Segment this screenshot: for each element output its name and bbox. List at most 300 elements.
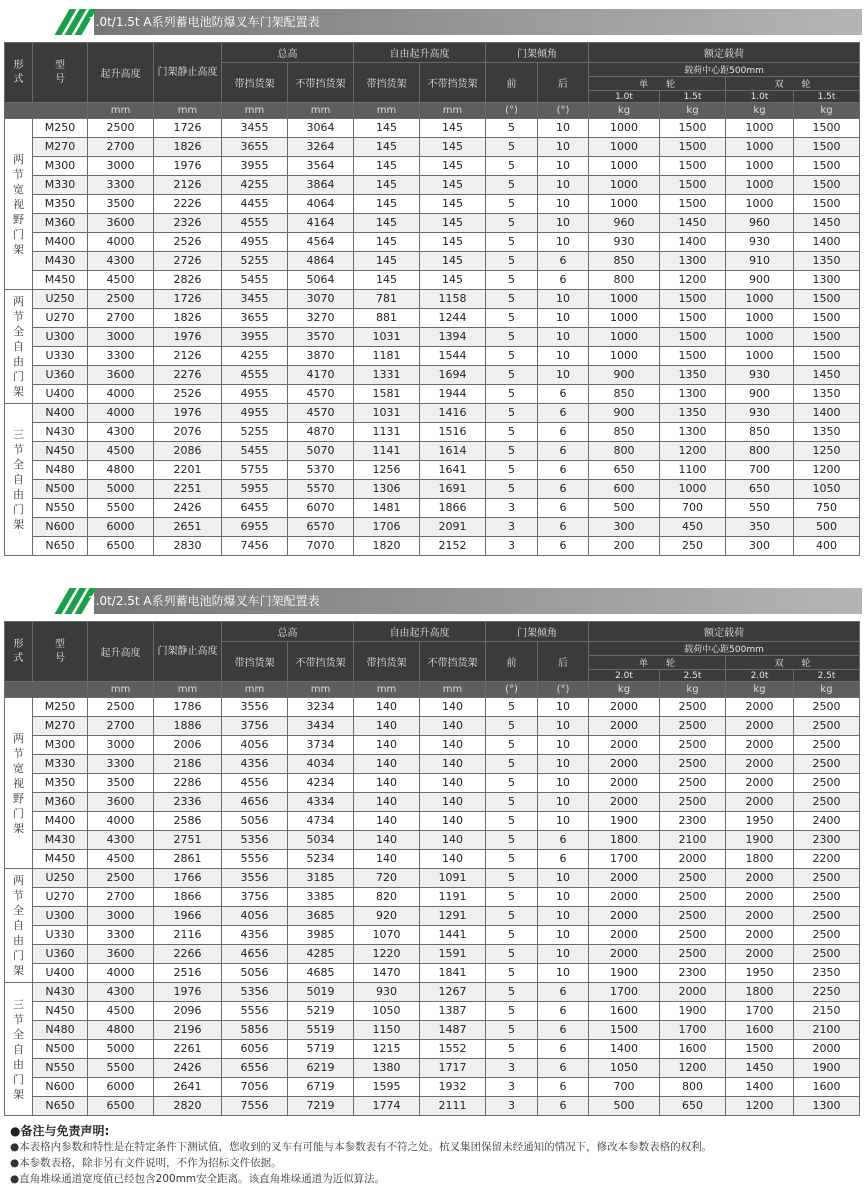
unit-deg: (°) bbox=[486, 103, 538, 119]
table-cell: 3955 bbox=[222, 328, 288, 347]
table-cell: 2000 bbox=[726, 793, 794, 812]
table-cell: 1000 bbox=[589, 347, 660, 366]
table-row bbox=[5, 347, 860, 366]
table-cell: 1900 bbox=[726, 831, 794, 850]
table-cell: 1300 bbox=[794, 1097, 860, 1116]
table-cell: 1691 bbox=[420, 480, 486, 499]
table-cell: 6500 bbox=[88, 537, 154, 556]
unit-mm: mm bbox=[288, 682, 354, 698]
table-row bbox=[5, 793, 860, 812]
table-cell: N430 bbox=[33, 983, 88, 1002]
table-cell: 4000 bbox=[88, 964, 154, 983]
table-cell: 800 bbox=[589, 271, 660, 290]
header-double-wheel: 双 轮 bbox=[726, 77, 860, 91]
table-cell: 1200 bbox=[660, 1059, 726, 1078]
table-cell: 2000 bbox=[726, 869, 794, 888]
table-cell: 4955 bbox=[222, 233, 288, 252]
table-cell: 6 bbox=[538, 537, 589, 556]
table-cell: 1100 bbox=[660, 461, 726, 480]
header-free-lift: 自由起升高度 bbox=[354, 622, 486, 642]
table-cell: 2000 bbox=[726, 774, 794, 793]
header-lift-height: 起升高度 bbox=[88, 43, 154, 103]
table-cell: 1500 bbox=[794, 176, 860, 195]
table-cell: 920 bbox=[354, 907, 420, 926]
table-cell: 10 bbox=[538, 964, 589, 983]
table-cell: N600 bbox=[33, 1078, 88, 1097]
table-cell: 2830 bbox=[154, 537, 222, 556]
table-cell: 781 bbox=[354, 290, 420, 309]
table-cell: 4556 bbox=[222, 774, 288, 793]
table-cell: M330 bbox=[33, 176, 88, 195]
table-cell: 5500 bbox=[88, 499, 154, 518]
table-cell: 2091 bbox=[420, 518, 486, 537]
stripe-decoration bbox=[4, 9, 94, 35]
table-cell: 2500 bbox=[660, 736, 726, 755]
table-cell: 2300 bbox=[794, 831, 860, 850]
unit-kg: kg bbox=[794, 103, 860, 119]
table-cell: 250 bbox=[660, 537, 726, 556]
table-cell: 2000 bbox=[589, 774, 660, 793]
table-cell: 4564 bbox=[288, 233, 354, 252]
table-cell: 1000 bbox=[726, 119, 794, 138]
table-row bbox=[5, 423, 860, 442]
table-cell: 1614 bbox=[420, 442, 486, 461]
table-cell: 2500 bbox=[794, 793, 860, 812]
table-cell: 10 bbox=[538, 945, 589, 964]
table-cell: M330 bbox=[33, 755, 88, 774]
table-cell: 1800 bbox=[726, 983, 794, 1002]
table-cell: 2526 bbox=[154, 233, 222, 252]
table-cell: 2150 bbox=[794, 1002, 860, 1021]
header-tilt: 门架倾角 bbox=[486, 622, 589, 642]
table-cell: 1200 bbox=[794, 461, 860, 480]
table-cell: 1976 bbox=[154, 983, 222, 1002]
header-capacity: 2.0t bbox=[589, 670, 660, 682]
table-cell: 5 bbox=[486, 347, 538, 366]
table-cell: 1158 bbox=[420, 290, 486, 309]
table-cell: 10 bbox=[538, 907, 589, 926]
table-cell: 10 bbox=[538, 195, 589, 214]
table-cell: 140 bbox=[420, 717, 486, 736]
table-cell: 2700 bbox=[88, 888, 154, 907]
table-cell: 4555 bbox=[222, 214, 288, 233]
table-cell: 1774 bbox=[354, 1097, 420, 1116]
table-cell: 6 bbox=[538, 1040, 589, 1059]
table-cell: 1200 bbox=[660, 442, 726, 461]
table-cell: N450 bbox=[33, 442, 88, 461]
table-cell: 6 bbox=[538, 442, 589, 461]
table-cell: 5 bbox=[486, 328, 538, 347]
table-cell: 4064 bbox=[288, 195, 354, 214]
table-cell: 1150 bbox=[354, 1021, 420, 1040]
table-cell: 3500 bbox=[88, 774, 154, 793]
table-cell: 5 bbox=[486, 793, 538, 812]
table-cell: U360 bbox=[33, 366, 88, 385]
table-cell: 145 bbox=[354, 252, 420, 271]
table-cell: 2700 bbox=[88, 138, 154, 157]
table-cell: 2000 bbox=[660, 850, 726, 869]
table-cell: M400 bbox=[33, 233, 88, 252]
table-cell: U330 bbox=[33, 926, 88, 945]
table-cell: 2651 bbox=[154, 518, 222, 537]
table-cell: 5500 bbox=[88, 1059, 154, 1078]
header-model: 型号 bbox=[33, 43, 88, 103]
table-row bbox=[5, 850, 860, 869]
table-cell: 1500 bbox=[660, 176, 726, 195]
table-cell: 140 bbox=[354, 698, 420, 717]
table-cell: 10 bbox=[538, 812, 589, 831]
table-cell: 10 bbox=[538, 366, 589, 385]
table-cell: 2726 bbox=[154, 252, 222, 271]
header-without-backrest: 不带挡货架 bbox=[288, 642, 354, 682]
header-tilt: 门架倾角 bbox=[486, 43, 589, 63]
disclaimer-notes bbox=[10, 1123, 860, 1187]
table-cell: 4034 bbox=[288, 755, 354, 774]
table-cell: 1000 bbox=[589, 195, 660, 214]
table-cell: 3064 bbox=[288, 119, 354, 138]
table-cell: 2000 bbox=[589, 755, 660, 774]
table-cell: 2261 bbox=[154, 1040, 222, 1059]
table-cell: 140 bbox=[420, 812, 486, 831]
table-cell: 850 bbox=[589, 385, 660, 404]
table-cell: 3300 bbox=[88, 347, 154, 366]
table-cell: 2000 bbox=[589, 888, 660, 907]
table-cell: 3600 bbox=[88, 214, 154, 233]
table-cell: 145 bbox=[354, 214, 420, 233]
table-cell: 1400 bbox=[589, 1040, 660, 1059]
table-cell: 5570 bbox=[288, 480, 354, 499]
table-cell: 3500 bbox=[88, 195, 154, 214]
table-cell: 6056 bbox=[222, 1040, 288, 1059]
table-cell: 3000 bbox=[88, 736, 154, 755]
table-cell: 4570 bbox=[288, 385, 354, 404]
table-cell: 1256 bbox=[354, 461, 420, 480]
table-cell: 3070 bbox=[288, 290, 354, 309]
table-cell: 3655 bbox=[222, 138, 288, 157]
table-cell: 7456 bbox=[222, 537, 288, 556]
table-cell: 2500 bbox=[88, 869, 154, 888]
table-cell: 3756 bbox=[222, 717, 288, 736]
table-cell: 650 bbox=[589, 461, 660, 480]
table-cell: 4300 bbox=[88, 252, 154, 271]
table-cell: 5 bbox=[486, 717, 538, 736]
table-row bbox=[5, 404, 860, 423]
table-cell: 2096 bbox=[154, 1002, 222, 1021]
table-cell: 1000 bbox=[726, 309, 794, 328]
table-cell: 10 bbox=[538, 926, 589, 945]
header-front: 前 bbox=[486, 63, 538, 103]
table-cell: 1500 bbox=[660, 328, 726, 347]
header-lift-height: 起升高度 bbox=[88, 622, 154, 682]
table-cell: 6 bbox=[538, 499, 589, 518]
table-cell: 140 bbox=[420, 698, 486, 717]
table-cell: 6 bbox=[538, 831, 589, 850]
table-row bbox=[5, 119, 860, 138]
table-cell: 2111 bbox=[420, 1097, 486, 1116]
table-cell: 1350 bbox=[794, 423, 860, 442]
table-cell: 1350 bbox=[660, 404, 726, 423]
table-cell: 930 bbox=[726, 404, 794, 423]
table-cell: U270 bbox=[33, 888, 88, 907]
table-cell: 2300 bbox=[660, 812, 726, 831]
table-cell: 550 bbox=[726, 499, 794, 518]
table-cell: 2000 bbox=[589, 736, 660, 755]
notes-heading: ●备注与免责声明: bbox=[10, 1124, 110, 1138]
table-row bbox=[5, 1059, 860, 1078]
table-cell: 5 bbox=[486, 366, 538, 385]
table-cell: N500 bbox=[33, 1040, 88, 1059]
table-row bbox=[5, 328, 860, 347]
table-cell: 145 bbox=[420, 195, 486, 214]
table-cell: 10 bbox=[538, 888, 589, 907]
table-cell: 5 bbox=[486, 812, 538, 831]
header-front: 前 bbox=[486, 642, 538, 682]
stripe-decoration bbox=[4, 588, 94, 614]
unit-mm: mm bbox=[88, 103, 154, 119]
table-cell: 3564 bbox=[288, 157, 354, 176]
table-cell: 1000 bbox=[726, 138, 794, 157]
table-cell: 5 bbox=[486, 774, 538, 793]
table-cell: 5356 bbox=[222, 831, 288, 850]
table-cell: 4285 bbox=[288, 945, 354, 964]
table-row bbox=[5, 176, 860, 195]
table-row bbox=[5, 964, 860, 983]
table-cell: 2586 bbox=[154, 812, 222, 831]
table-cell: 4300 bbox=[88, 831, 154, 850]
table-cell: 1591 bbox=[420, 945, 486, 964]
table-cell: 1826 bbox=[154, 309, 222, 328]
table-cell: 6719 bbox=[288, 1078, 354, 1097]
table-cell: 2186 bbox=[154, 755, 222, 774]
header-without-backrest: 不带挡货架 bbox=[420, 642, 486, 682]
table-cell: U400 bbox=[33, 964, 88, 983]
table-cell: 3300 bbox=[88, 755, 154, 774]
table-cell: 1450 bbox=[794, 366, 860, 385]
table-cell: N550 bbox=[33, 1059, 88, 1078]
table-cell: 5 bbox=[486, 233, 538, 252]
table-cell: 2350 bbox=[794, 964, 860, 983]
table-cell: 1500 bbox=[794, 309, 860, 328]
table-cell: 1641 bbox=[420, 461, 486, 480]
unit-mm: mm bbox=[154, 103, 222, 119]
table-cell: 7056 bbox=[222, 1078, 288, 1097]
table-cell: 140 bbox=[354, 736, 420, 755]
table-cell: 140 bbox=[420, 831, 486, 850]
table-cell: 1766 bbox=[154, 869, 222, 888]
table-cell: 10 bbox=[538, 119, 589, 138]
table-cell: 1300 bbox=[794, 271, 860, 290]
table-cell: 800 bbox=[660, 1078, 726, 1097]
unit-deg: (°) bbox=[538, 103, 589, 119]
table-cell: 1291 bbox=[420, 907, 486, 926]
table-cell: 1500 bbox=[794, 195, 860, 214]
table-cell: 140 bbox=[354, 850, 420, 869]
unit-kg: kg bbox=[660, 682, 726, 698]
table-cell: 1500 bbox=[794, 119, 860, 138]
table-cell: 1700 bbox=[660, 1021, 726, 1040]
table-cell: 5 bbox=[486, 831, 538, 850]
table-cell: 140 bbox=[420, 736, 486, 755]
table-cell: 10 bbox=[538, 233, 589, 252]
table-cell: N600 bbox=[33, 518, 88, 537]
table-cell: 5 bbox=[486, 1002, 538, 1021]
table-cell: 1944 bbox=[420, 385, 486, 404]
table-cell: 5356 bbox=[222, 983, 288, 1002]
table-cell: 1400 bbox=[794, 233, 860, 252]
table-cell: 1070 bbox=[354, 926, 420, 945]
table-cell: 1900 bbox=[794, 1059, 860, 1078]
table-cell: 1600 bbox=[794, 1078, 860, 1097]
table-cell: M360 bbox=[33, 793, 88, 812]
table-cell: 5 bbox=[486, 1040, 538, 1059]
table-cell: 1500 bbox=[660, 309, 726, 328]
header-load-center: 载荷中心距500mm bbox=[589, 63, 860, 77]
table-cell: 1950 bbox=[726, 812, 794, 831]
unit-mm: mm bbox=[354, 682, 420, 698]
header-static-height: 门架静止高度 bbox=[154, 622, 222, 682]
table-cell: 2000 bbox=[660, 983, 726, 1002]
unit-blank bbox=[5, 682, 88, 698]
table-cell: 1786 bbox=[154, 698, 222, 717]
table-cell: 4000 bbox=[88, 404, 154, 423]
table-cell: 1141 bbox=[354, 442, 420, 461]
table-cell: 1400 bbox=[726, 1078, 794, 1097]
table-cell: 1200 bbox=[660, 271, 726, 290]
table-cell: 5064 bbox=[288, 271, 354, 290]
table2-mast-config bbox=[4, 621, 860, 1116]
table-cell: 10 bbox=[538, 290, 589, 309]
table-cell: 5056 bbox=[222, 812, 288, 831]
table-row bbox=[5, 736, 860, 755]
table-cell: M300 bbox=[33, 157, 88, 176]
table-cell: 3455 bbox=[222, 119, 288, 138]
table-cell: 145 bbox=[420, 157, 486, 176]
table-cell: 400 bbox=[794, 537, 860, 556]
table-cell: 1552 bbox=[420, 1040, 486, 1059]
table-cell: 1500 bbox=[660, 347, 726, 366]
table-cell: 3000 bbox=[88, 157, 154, 176]
table-cell: 5 bbox=[486, 271, 538, 290]
table-cell: 5455 bbox=[222, 271, 288, 290]
header-static-height: 门架静止高度 bbox=[154, 43, 222, 103]
header-total-height: 总高 bbox=[222, 622, 354, 642]
table-row bbox=[5, 812, 860, 831]
header-double-wheel: 双 轮 bbox=[726, 656, 860, 670]
table-cell: 1200 bbox=[726, 1097, 794, 1116]
table-cell: 4555 bbox=[222, 366, 288, 385]
table-cell: 6 bbox=[538, 1021, 589, 1040]
table-cell: 1250 bbox=[794, 442, 860, 461]
table-cell: 140 bbox=[354, 755, 420, 774]
table-cell: 700 bbox=[660, 499, 726, 518]
table-cell: 900 bbox=[726, 385, 794, 404]
table-cell: 1544 bbox=[420, 347, 486, 366]
table-cell: 5519 bbox=[288, 1021, 354, 1040]
table-cell: 1215 bbox=[354, 1040, 420, 1059]
table-cell: 2000 bbox=[726, 907, 794, 926]
table-row bbox=[5, 138, 860, 157]
table-cell: 2000 bbox=[726, 926, 794, 945]
table-cell: 5019 bbox=[288, 983, 354, 1002]
table-cell: 140 bbox=[420, 850, 486, 869]
header-single-wheel: 单 轮 bbox=[589, 656, 726, 670]
table-cell: 3600 bbox=[88, 793, 154, 812]
header-with-backrest: 带挡货架 bbox=[354, 642, 420, 682]
header-capacity: 1.0t bbox=[589, 91, 660, 103]
table-cell: 5219 bbox=[288, 1002, 354, 1021]
table-cell: 1000 bbox=[660, 480, 726, 499]
table-cell: 7219 bbox=[288, 1097, 354, 1116]
table-cell: 5 bbox=[486, 309, 538, 328]
table-cell: 2000 bbox=[589, 926, 660, 945]
table-cell: 2426 bbox=[154, 499, 222, 518]
header-rear: 后 bbox=[538, 642, 589, 682]
table-cell: 1500 bbox=[794, 138, 860, 157]
table-cell: 145 bbox=[354, 233, 420, 252]
header-rated-load: 额定载荷 bbox=[589, 43, 860, 63]
header-with-backrest: 带挡货架 bbox=[222, 642, 288, 682]
table-cell: 3600 bbox=[88, 945, 154, 964]
table-cell: 2086 bbox=[154, 442, 222, 461]
header-rear: 后 bbox=[538, 63, 589, 103]
table-cell: 600 bbox=[589, 480, 660, 499]
table-cell: M350 bbox=[33, 774, 88, 793]
table-cell: 5 bbox=[486, 290, 538, 309]
header-capacity: 2.5t bbox=[660, 670, 726, 682]
unit-mm: mm bbox=[222, 682, 288, 698]
table-cell: 6 bbox=[538, 480, 589, 499]
header-single-wheel: 单 轮 bbox=[589, 77, 726, 91]
table-row bbox=[5, 252, 860, 271]
table-cell: 2000 bbox=[589, 793, 660, 812]
table-row bbox=[5, 157, 860, 176]
table-cell: 2700 bbox=[88, 717, 154, 736]
table-row bbox=[5, 945, 860, 964]
table-row bbox=[5, 233, 860, 252]
table-cell: 1500 bbox=[794, 328, 860, 347]
table-cell: 145 bbox=[354, 119, 420, 138]
table-cell: 3985 bbox=[288, 926, 354, 945]
table-cell: 145 bbox=[354, 176, 420, 195]
table-cell: 145 bbox=[420, 138, 486, 157]
table-cell: 1000 bbox=[589, 157, 660, 176]
table-cell: 5255 bbox=[222, 423, 288, 442]
table-cell: N650 bbox=[33, 1097, 88, 1116]
table-cell: 5 bbox=[486, 385, 538, 404]
table-cell: 2500 bbox=[794, 698, 860, 717]
table-cell: 500 bbox=[589, 499, 660, 518]
table-cell: M350 bbox=[33, 195, 88, 214]
table-cell: 5455 bbox=[222, 442, 288, 461]
table-cell: 5234 bbox=[288, 850, 354, 869]
table-cell: N480 bbox=[33, 461, 88, 480]
table-cell: 10 bbox=[538, 698, 589, 717]
table-cell: 5 bbox=[486, 214, 538, 233]
table-row bbox=[5, 926, 860, 945]
table-cell: 4056 bbox=[222, 907, 288, 926]
unit-blank bbox=[5, 103, 88, 119]
table-cell: 10 bbox=[538, 157, 589, 176]
table-cell: N450 bbox=[33, 1002, 88, 1021]
table-row bbox=[5, 907, 860, 926]
table1-mast-config bbox=[4, 42, 860, 556]
table-cell: 5 bbox=[486, 907, 538, 926]
table-cell: 2500 bbox=[660, 774, 726, 793]
table-cell: 2516 bbox=[154, 964, 222, 983]
table-cell: 1331 bbox=[354, 366, 420, 385]
table-cell: 1595 bbox=[354, 1078, 420, 1097]
table-cell: 1000 bbox=[726, 195, 794, 214]
